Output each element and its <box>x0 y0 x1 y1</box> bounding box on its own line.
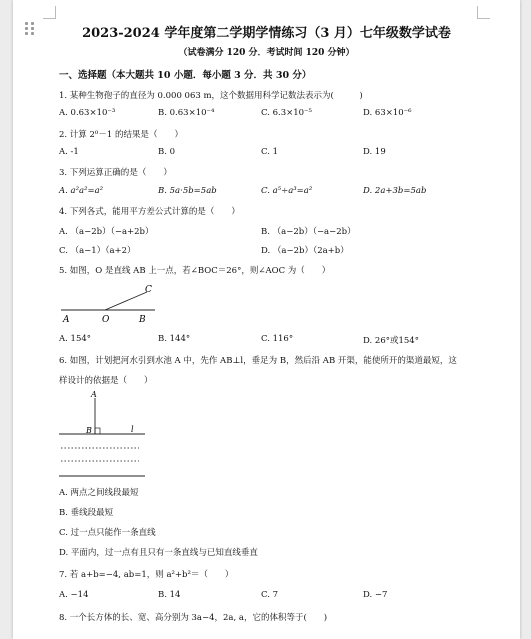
question-7-option-d: D. −7 <box>363 590 388 600</box>
question-6-stem: 6. 如图，计划把河水引到水池 A 中，先作 AB⊥l，垂足为 B，然后沿 AB 开渠，能使所开的渠道最短，这 <box>59 356 457 366</box>
section-heading: 一、选择题（本大题共 10 小题．每小题 3 分．共 30 分） <box>59 70 312 81</box>
question-5-option-d: D. 26°或154° <box>363 336 419 346</box>
question-3-option-c: C. a⁵÷a³=a² <box>261 186 313 196</box>
question-7-option-c: C. 7 <box>261 590 279 600</box>
question-7-option-b: B. 14 <box>158 590 181 600</box>
question-4-option-a: A. （a−2b）（−a+2b） <box>59 227 154 237</box>
question-5-option-c: C. 116° <box>261 334 294 344</box>
figure-ray-oc <box>105 292 147 310</box>
question-3-option-d: D. 2a+3b=5ab <box>363 186 427 196</box>
crop-mark-top-left <box>43 6 56 19</box>
question-1-option-c: C. 6.3×10⁻⁵ <box>261 108 312 118</box>
crop-mark-top-right <box>477 6 490 19</box>
question-1-option-d: D. 63×10⁻⁶ <box>363 108 412 118</box>
question-6-option-b: B. 垂线段最短 <box>59 508 114 518</box>
question-1-stem: 1. 某种生物孢子的直径为 0.000 063 m，这个数据用科学记数法表示为( ) <box>59 91 363 101</box>
question-4-stem: 4. 下列各式，能用平方差公式计算的是（ ） <box>59 207 240 217</box>
question-3-option-a: A. a²a²=a² <box>59 186 104 196</box>
figure-label-a: A <box>91 390 97 399</box>
figure-right-angle-mark <box>95 428 100 434</box>
question-2-option-b: B. 0 <box>158 147 176 157</box>
question-2-option-a: A. -1 <box>59 147 79 157</box>
figure-label-b: B <box>139 315 146 325</box>
question-1-option-b: B. 0.63×10⁻⁴ <box>158 108 215 118</box>
question-1-option-a: A. 0.63×10⁻³ <box>59 108 116 118</box>
question-6-stem-continued: 样设计的依据是（ ） <box>59 376 153 386</box>
question-2-stem: 2. 计算 2⁰－1 的结果是（ ） <box>59 130 183 140</box>
question-4-option-d: D. （a−2b）（2a+b） <box>261 246 349 256</box>
question-6-option-a: A. 两点之间线段最短 <box>59 488 139 498</box>
question-5-stem: 5. 如图，O 是直线 AB 上一点，若∠BOC＝26°，则∠AOC 为（ ） <box>59 266 331 276</box>
question-4-option-c: C. （a−1）（a+2） <box>59 246 136 256</box>
exam-title: 2023-2024 学年度第二学期学情练习（3 月）七年级数学试卷 <box>82 26 451 41</box>
figure-label-c: C <box>145 285 152 295</box>
question-8-stem: 8. 一个长方体的长、宽、高分别为 3a−4，2a, a，它的体积等于( ) <box>59 613 328 623</box>
exam-page <box>13 0 520 639</box>
question-3-option-b: B. 5a·5b=5ab <box>158 186 217 196</box>
question-2-option-c: C. 1 <box>261 147 279 157</box>
figure-label-a: A <box>63 315 70 325</box>
question-3-stem: 3. 下列运算正确的是（ ） <box>59 168 172 178</box>
question-5-option-b: B. 144° <box>158 334 191 344</box>
question-4-option-b: B. （a−2b）（−a−2b） <box>261 227 356 237</box>
question-2-option-d: D. 19 <box>363 147 386 157</box>
figure-label-l: l <box>131 425 134 434</box>
exam-subtitle: （试卷满分 120 分．考试时间 120 分钟） <box>178 48 355 58</box>
figure-label-b: B <box>86 426 92 435</box>
question-6-canal-figure <box>59 388 149 480</box>
question-6-option-c: C. 过一点只能作一条直线 <box>59 528 156 538</box>
question-5-option-a: A. 154° <box>59 334 92 344</box>
figure-label-o: O <box>102 315 110 325</box>
question-6-option-d: D. 平面内，过一点有且只有一条直线与已知直线垂直 <box>59 548 258 558</box>
question-5-angle-figure <box>59 282 179 328</box>
question-7-option-a: A. −14 <box>59 590 89 600</box>
question-7-stem: 7. 若 a+b=−4, ab=1，则 a²+b²＝（ ） <box>59 570 234 580</box>
